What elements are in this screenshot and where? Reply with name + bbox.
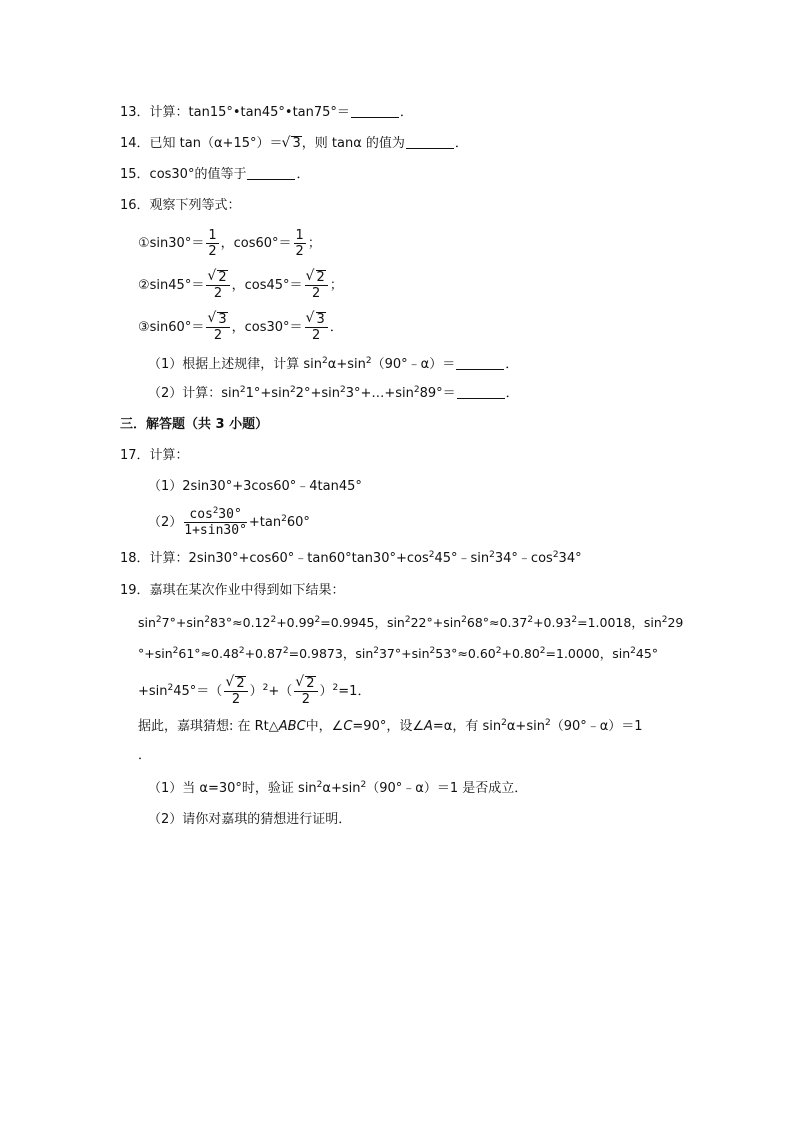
question-16-row-1: ①sin30°＝ $\frac{1}{2}$ ，cos60°＝ $\frac{1}{2}$ ；	[138, 228, 321, 259]
question-19-part-2: （2）请你对嘉琪的猜想进行证明．	[148, 812, 352, 827]
fraction: √ $\frac{3}{2}$	[305, 312, 328, 343]
question-16-title: 16．观察下列等式：	[120, 198, 241, 213]
answer-blank[interactable]	[247, 166, 295, 180]
question-18: 18．计算：$2\sin 30^\circ+\cos 60^\circ﹣\tan 60^\circ\tan 30^\circ+\cos^245^\circ﹣\sin^234^\circ﹣\cos^234^\circ$	[120, 550, 582, 566]
sqrt-expression: √ 3	[282, 135, 301, 153]
fraction: √ $\frac{2}{2}$	[294, 676, 317, 707]
fraction: √ $\frac{2}{2}$	[224, 676, 247, 707]
question-16-row-2: ②sin45°＝ √ $\frac{2}{2}$ ，cos45°＝ √ $\frac{2}{2}$ ；	[138, 270, 343, 301]
answer-blank[interactable]	[406, 135, 454, 149]
fraction: $\frac{1}{2}$	[295, 228, 304, 259]
fraction: √ $\frac{2}{2}$	[206, 270, 229, 301]
question-19-line-1: $\sin^27^\circ+\sin^283^\circ\approx 0.12^2+0.99^2=0.9945$，$\sin^222^\circ+\sin^268^\circ\approx 0.37^2+0.93^2=1.0018$，$\sin^229$	[138, 615, 684, 630]
section-heading: 三．解答题（共 3 小题）	[120, 417, 269, 432]
question-14: 14．已知 tan（α+15°）＝√ 3，则 tanα 的值为 ．	[120, 135, 468, 153]
question-19-part-1: （1）当 α=30°时，验证 $\sin^2\alpha+\sin^2(90^\circ﹣\alpha)=1$ 是否成立．	[148, 780, 528, 796]
question-13: 13．计算：tan15°•tan45°•tan75°＝ ．	[120, 105, 413, 120]
question-16-row-3: ③sin60°＝ √ $\frac{3}{2}$ ，cos30°＝ √ $\frac{3}{2}$ ．	[138, 312, 343, 343]
question-17-part-1: （1）2sin30°+3cos60°﹣4tan45°	[148, 479, 362, 494]
question-19-line-4: 据此，嘉琪猜想: 在 Rt△ABC中，∠C=90°，设∠A=α，有 $\sin^2\alpha+\sin^2(90^\circ﹣\alpha)=1$	[138, 718, 643, 734]
answer-blank[interactable]	[351, 104, 399, 118]
fraction: $\frac{\cos^230^\circ}{1+\sin 30^\circ}$	[184, 506, 247, 538]
question-19-title: 19．嘉琪在某次作业中得到如下结果：	[120, 583, 345, 598]
answer-blank[interactable]	[457, 385, 505, 399]
question-17-title: 17．计算：	[120, 448, 189, 463]
fraction: $\frac{1}{2}$	[208, 228, 217, 259]
answer-blank[interactable]	[456, 356, 504, 370]
question-15: 15．cos30°的值等于 ．	[120, 167, 310, 182]
question-17-part-2: （2） $\frac{\cos^230^\circ}{1+\sin 30^\circ}$ $+\tan^260^\circ$	[148, 506, 310, 538]
question-19-line-5: ．	[138, 748, 152, 763]
question-19-line-3: $+\sin^245^\circ=$（ √ $\frac{2}{2}$ ）$^2$+（ √ $\frac{2}{2}$ ）$^2$=1．	[138, 676, 370, 707]
question-16-part-1: （1）根据上述规律，计算 $\sin^2\alpha+\sin^2(90^\circ﹣\alpha)=$ ．	[148, 356, 519, 372]
fraction: √ $\frac{3}{2}$	[206, 312, 229, 343]
question-16-part-2: （2）计算：$\sin^21^\circ+\sin^22^\circ+\sin^23^\circ+\dots+\sin^289^\circ=$ ．	[148, 385, 519, 401]
fraction: √ $\frac{2}{2}$	[305, 270, 328, 301]
question-19-line-2: $^\circ+\sin^261^\circ\approx 0.48^2+0.87^2=0.9873$，$\sin^237^\circ+\sin^253^\circ\approx 0.60^2+0.80^2=1.0000$，$\sin^245^\circ$	[138, 646, 659, 661]
